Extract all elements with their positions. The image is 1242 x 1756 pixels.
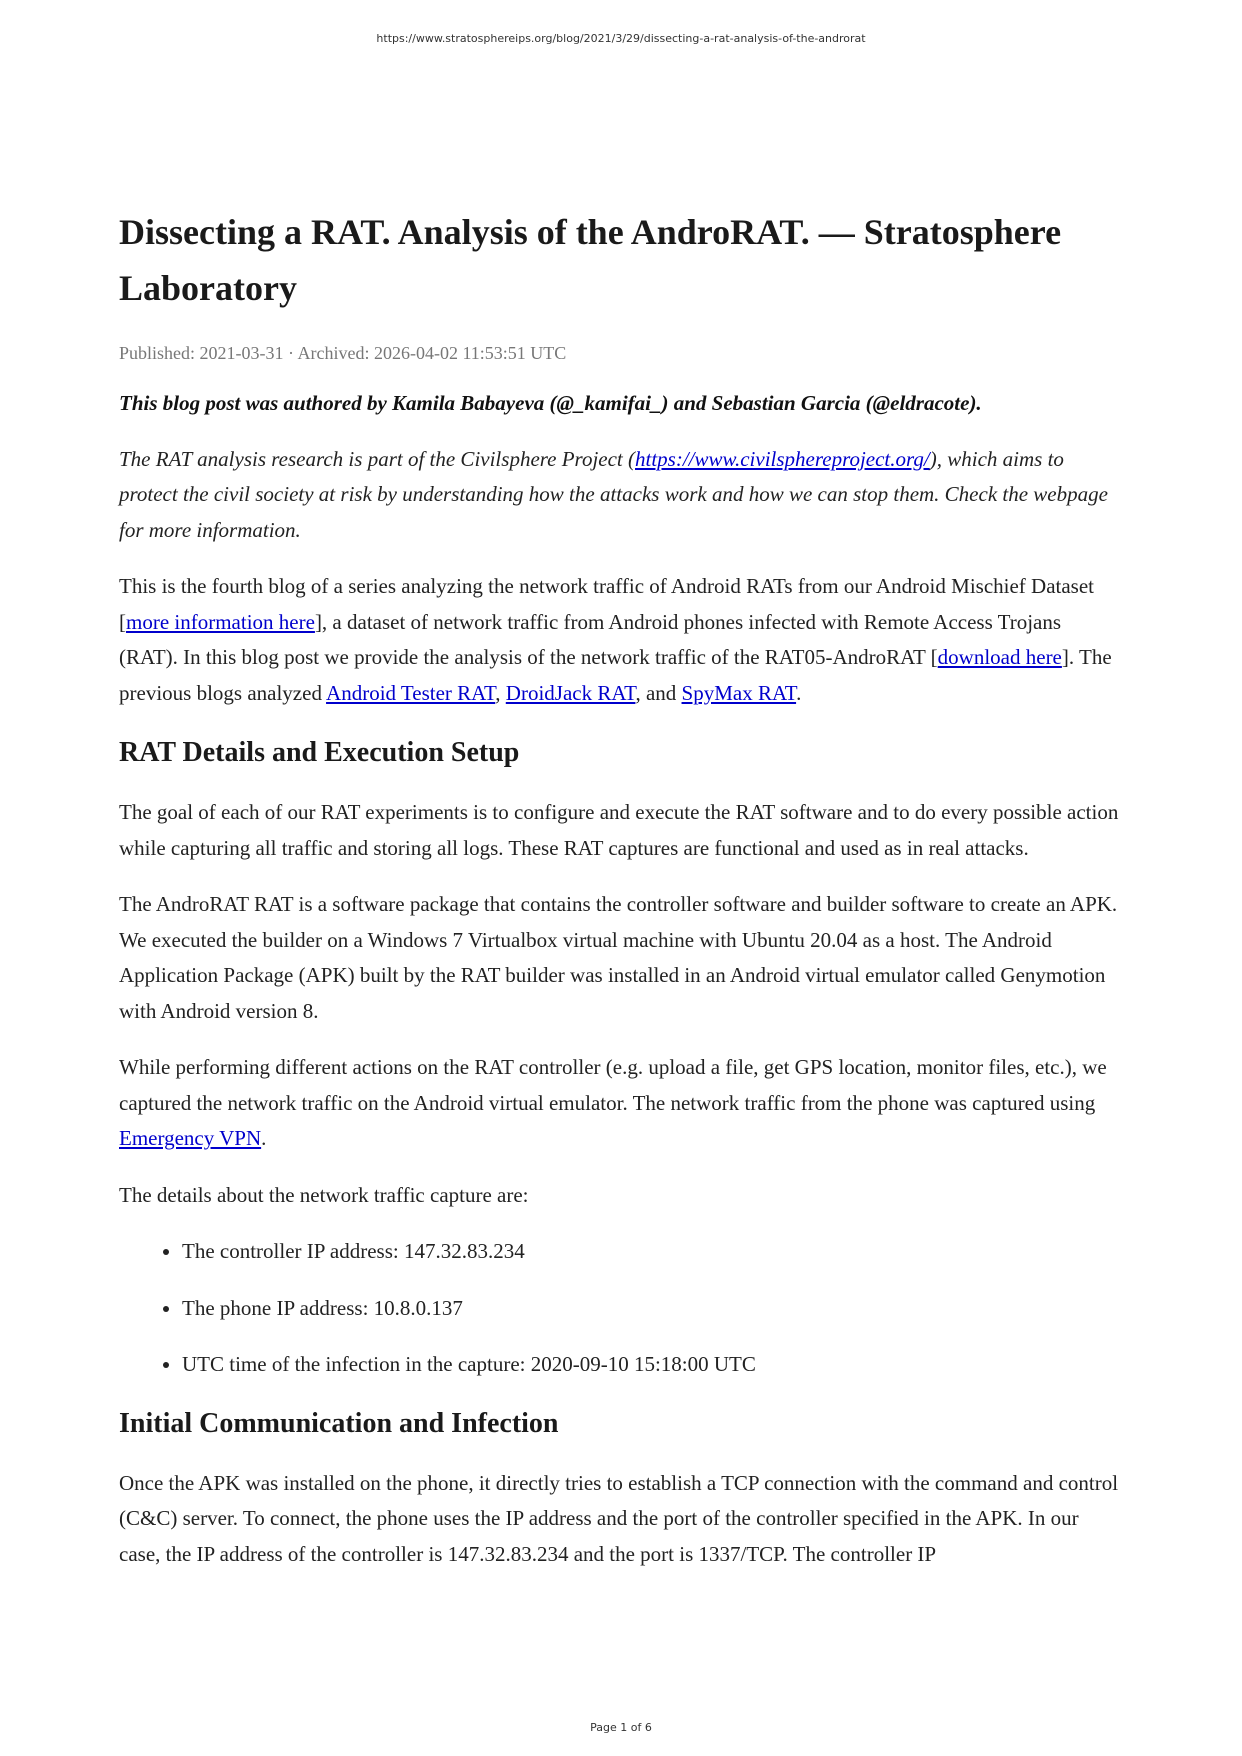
list-item: • The phone IP address: 10.8.0.137	[182, 1291, 1119, 1327]
setup-paragraph-goal: The goal of each of our RAT experiments is to configure and execute the RAT software and to do every possible action while capturing all traffic and storing all logs. These RAT captures are functional and used as in real attacks.	[119, 800, 1119, 860]
series-text-5: , and	[635, 680, 682, 705]
list-item: • The controller IP address: 147.32.83.234	[182, 1234, 1119, 1270]
article	[119, 204, 1119, 1572]
intro-text-after: ), which aims to protect the civil society at risk by understanding how the attacks work and how we can stop them. Check the webpage for more information.	[119, 446, 1108, 542]
more-information-link[interactable]: more information here	[126, 609, 315, 634]
setup-paragraph-capture	[119, 1050, 1119, 1157]
section-heading-infection: Initial Communication and Infection	[119, 1407, 559, 1439]
page-number: Page 1 of 6	[590, 1721, 652, 1734]
download-link[interactable]: download here	[937, 645, 1062, 669]
series-text-4: ,	[495, 680, 506, 705]
capture-details-list	[119, 1234, 1119, 1383]
section-heading-setup: RAT Details and Execution Setup	[119, 737, 520, 768]
series-paragraph	[119, 569, 1119, 711]
setup-paragraph-package: The AndroRAT RAT is a software package that contains the controller software and builder software to create an APK. We executed the builder on a Windows 7 Virtualbox virtual machine with Ubuntu 20.04 as a host. The Android Application Package (APK) built by the RAT builder was installed in an Android virtual emulator called Genymotion with Android version 8.	[119, 892, 1118, 1023]
civilsphere-link[interactable]: https://www.civilsphereproject.org/	[635, 446, 930, 471]
series-text-6: .	[796, 680, 802, 705]
intro-paragraph	[119, 442, 1119, 549]
series-text-3: ]. The previous blogs analyzed	[119, 645, 1112, 705]
author-byline: This blog post was authored by Kamila Babayeva (@_kamifai_) and Sebastian Garcia (@eldracote).	[119, 391, 982, 415]
publish-meta: Published: 2021-03-31 · Archived: 2026-04-02 11:53:51 UTC	[119, 343, 567, 363]
emergency-vpn-link[interactable]: Emergency VPN	[119, 1126, 262, 1150]
series-text-2: ], a dataset of network traffic from Android phones infected with Remote Access Trojans (RAT). In this blog post we provide the analysis of the network traffic of the RAT05-AndroRAT [	[119, 609, 1062, 669]
capture-text-after: .	[261, 1126, 267, 1150]
article-title: Dissecting a RAT. Analysis of the AndroRAT. — Stratosphere Laboratory	[119, 212, 1062, 308]
list-item: • UTC time of the infection in the capture: 2020-09-10 15:18:00 UTC	[182, 1347, 1119, 1383]
setup-paragraph-details: The details about the network traffic capture are:	[119, 1182, 529, 1207]
series-text-1: This is the fourth blog of a series analyzing the network traffic of Android RATs from our Android Mischief Dataset [	[119, 574, 1095, 634]
android-tester-rat-link[interactable]: Android Tester RAT	[326, 680, 496, 705]
page-url-header: https://www.stratosphereips.org/blog/2021/3/29/dissecting-a-rat-analysis-of-the-androrat	[376, 32, 866, 45]
droidjack-rat-link[interactable]: DroidJack RAT	[505, 680, 636, 705]
intro-text-before: The RAT analysis research is part of the Civilsphere Project (	[119, 446, 635, 471]
spymax-rat-link[interactable]: SpyMax RAT	[681, 680, 797, 705]
infection-paragraph: Once the APK was installed on the phone, it directly tries to establish a TCP connection with the command and control (C&C) server. To connect, the phone uses the IP address and the port of the controller specified in the APK. In our case, the IP address of the controller is 147.32.83.234 and the port is 1337/TCP. The controller IP	[119, 1470, 1119, 1566]
capture-text: While performing different actions on the RAT controller (e.g. upload a file, get GPS location, monitor files, etc.), we captured the network traffic on the Android virtual emulator. The network traffic from the phone was captured using	[119, 1055, 1107, 1115]
